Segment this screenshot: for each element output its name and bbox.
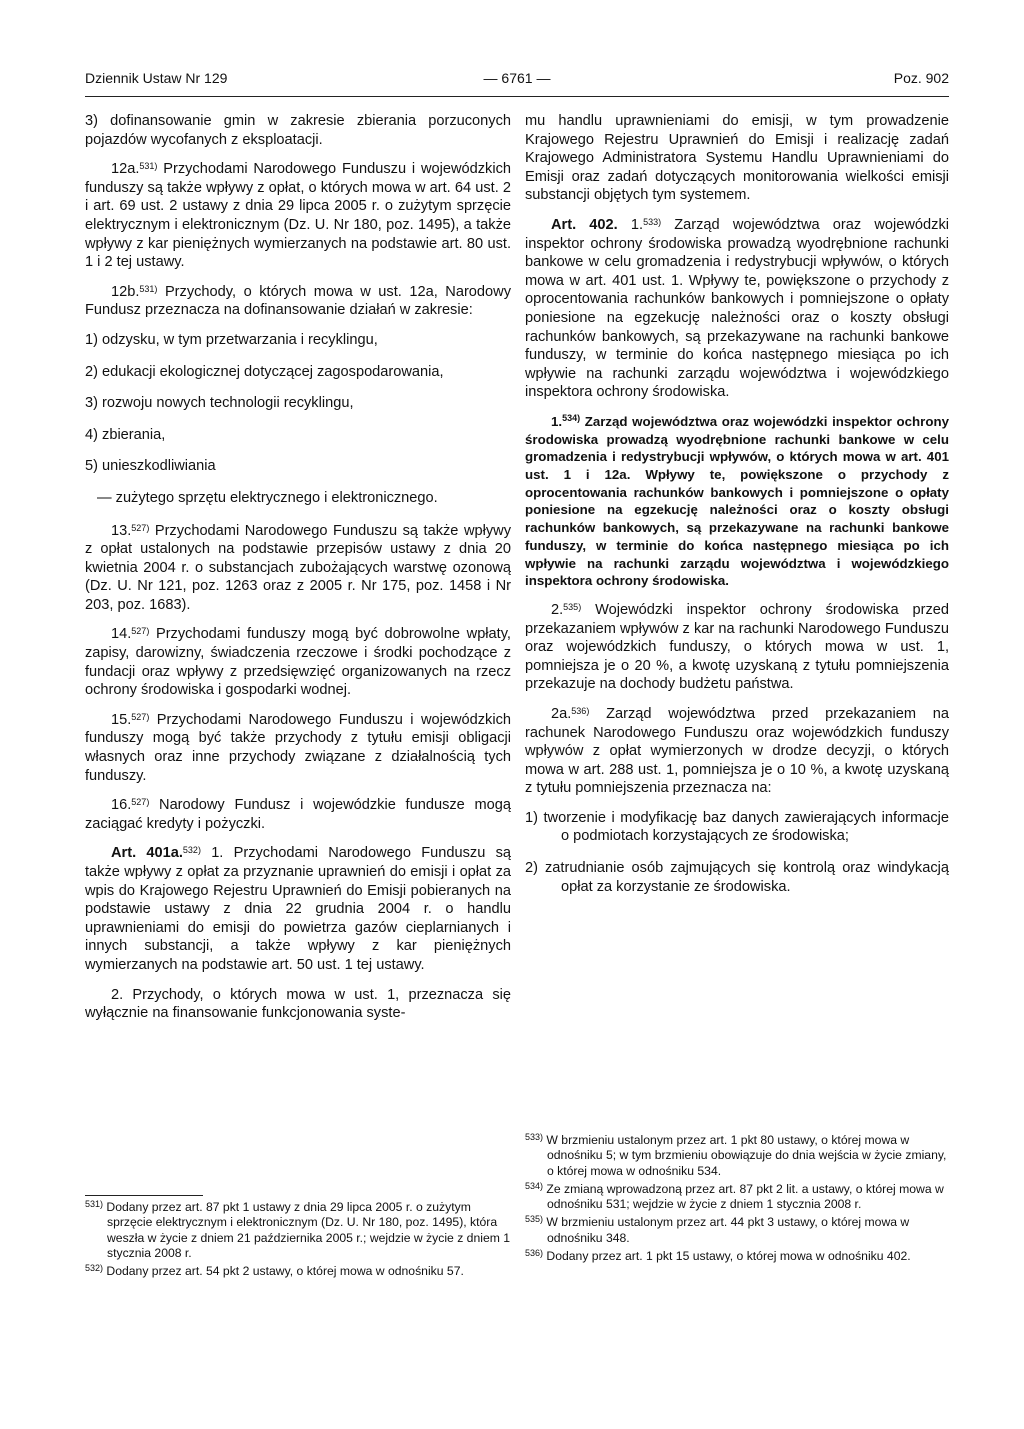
paragraph-12b: 12b.$^{531)}$ Przychody, o których mowa w ust. 12a, Narodowy Fundusz przeznacza na dofinansowanie działań w zakresie: xyxy=(85,283,511,319)
paragraph-continued: mu handlu uprawnieniami do emisji, w tym prowadzenie Krajowego Rejestru Uprawnień do Emisji i realizację zadań Krajowego Administratora Systemu Handlu Uprawnieniami do Emisji oraz zadań dotyczących monitorowania wielkości emisji substancji objętych tym systemem. xyxy=(525,113,949,204)
paragraph-401a-2: 2. Przychody, o których mowa w ust. 1, przeznacza się wyłącznie na finansowanie funkcjonowania syste- xyxy=(85,986,511,1022)
list-item: 4) zbierania, xyxy=(85,426,166,443)
article-label: Art. 402. xyxy=(551,216,618,233)
footnote: $^{536)}$ Dodany przez art. 1 pkt 15 ustawy, o której mowa w odnośniku 402. xyxy=(525,1248,911,1264)
footnote-ref: 535) xyxy=(563,601,582,612)
footnote-ref: 527) xyxy=(131,522,150,533)
footnote-ref: 527) xyxy=(131,626,150,637)
header-rule xyxy=(85,96,949,97)
footnote: $^{535)}$ W brzmieniu ustalonym przez art. 44 pkt 3 ustawy, o której mowa w odnośniku 348. xyxy=(525,1214,910,1245)
footnote-rule xyxy=(85,1195,203,1196)
paragraph-13: 13.$^{527)}$ Przychodami Narodowego Funduszu są także wpływy z opłat ustalonych na podstawie przepisów ustawy z dnia 20 kwietnia 2004 r. o substancjach zubożających warstwę ozonową (Dz. U. Nr 121, poz. 1263 oraz z 2005 r. Nr 175, poz. 1458 i Nr 203, poz. 1683). xyxy=(85,522,511,613)
left-column xyxy=(85,112,511,1034)
list-item: 3) rozwoju nowych technologii recyklingu, xyxy=(85,395,354,412)
page-number: — 6761 — xyxy=(483,70,551,86)
paragraph-15: 15.$^{527)}$ Przychodami Narodowego Funduszu i wojewódzkich funduszy mogą być także przychody z tytułu emisji obligacji własnych oraz inne przychody związane z działalnością tych funduszy. xyxy=(85,711,511,784)
paragraph-2: 2.$^{535)}$ Wojewódzki inspektor ochrony środowiska przed przekazaniem wpływów z kar na rachunki Narodowego Funduszu oraz wojewódzkich funduszy, o których mowa w ust. 1, pomniejsza je o 20 %, a kwotę uzyskaną z tytułu pomniejszenia przekazuje na dochody budżetu państwa. xyxy=(525,601,949,693)
article-402: Art. 402. 1.$^{533)}$ Zarząd województwa oraz wojewódzki inspektor ochrony środowiska prowadzą wyodrębnione rachunki bankowe w celu gromadzenia i redystrybucji wpływów, o których mowa w art. 401 ust. 1. Wpływy te, powiększone o przychody z oprocentowania rachunków bankowych i pomniejszone o opłaty poniesione na egzekucję należności oraz o koszty obsługi rachunków bankowych, są przekazywane na rachunki bankowe funduszy, w terminie do końca następnego miesiąca po ich wpływie na rachunki zarządu województwa i wojewódzkiego inspektora ochrony środowiska. xyxy=(525,216,949,401)
right-column xyxy=(525,112,949,909)
right-footnotes xyxy=(525,1133,949,1267)
list-item: 1) odzysku, w tym przetwarzania i recyklingu, xyxy=(85,331,378,348)
list-item: 2) edukacji ekologicznej dotyczącej zagospodarowania, xyxy=(85,363,444,380)
amended-paragraph-1: 1.$^{534)}$ Zarząd województwa oraz wojewódzki inspektor ochrony środowiska prowadzą wyodrębnione rachunki bankowe w celu gromadzenia i redystrybucji wpływów, o których mowa w art. 401 ust. 1 i 12a. Wpływy te, powiększone o przychody z oprocentowania rachunków bankowych i pomniejszone o opłaty poniesione na egzekucję należności oraz o koszty obsługi rachunków bankowych, są przekazywane na rachunki bankowe funduszy, w terminie do końca następnego miesiąca po ich wpływie na rachunki zarządu województwa i wojewódzkiego inspektora ochrony środowiska. xyxy=(525,412,949,589)
footnote: $^{534)}$ Ze zmianą wprowadzoną przez art. 87 pkt 2 lit. a ustawy, o której mowa w odnośniku 531; wejdzie w życie z dniem 1 stycznia 2008 r. xyxy=(525,1180,944,1212)
left-footnotes xyxy=(85,1200,511,1282)
list-item: 5) unieszkodliwiania xyxy=(85,458,216,475)
footnote-ref: 532) xyxy=(182,845,201,856)
footnote: $^{532)}$ Dodany przez art. 54 pkt 2 ustawy, o której mowa w odnośniku 57. xyxy=(85,1263,464,1279)
page-header xyxy=(85,68,949,94)
footnote-ref: 533) xyxy=(643,216,662,227)
paragraph-2a: 2a.$^{536)}$ Zarząd województwa przed przekazaniem na rachunek Narodowego Funduszu oraz wojewódzkich funduszy wpływów z opłat wymierzonych w drodze decyzji, o których mowa w art. 288 ust. 1, pomniejsza je o 10 %, a kwotę uzyskaną z tytułu pomniejszenia przeznacza na: xyxy=(525,705,949,797)
journal-title: Dziennik Ustaw Nr 129 xyxy=(85,70,228,86)
footnote-ref: 527) xyxy=(131,711,150,722)
list-item: 2) zatrudnianie osób zajmujących się kontrolą oraz windykacją opłat za korzystanie ze środowiska. xyxy=(525,860,949,895)
footnote-ref: 534) xyxy=(562,412,581,423)
footnote: $^{531)}$ Dodany przez art. 87 pkt 1 ustawy z dnia 29 lipca 2005 r. o zużytym sprzęcie elektrycznym i elektronicznym (Dz. U. Nr 180, poz. 1495), która weszła w życie z dniem 21 października 2005 r.; wejdzie w życie z dniem 1 stycznia 2008 r. xyxy=(85,1199,511,1260)
dash-line: — zużytego sprzętu elektrycznego i elektronicznego. xyxy=(97,489,438,506)
footnote-ref: 527) xyxy=(131,797,150,808)
article-401a: Art. 401a.$^{532)}$ 1. Przychodami Narodowego Funduszu są także wpływy z opłat za przyznanie uprawnień do emisji i opłat za wpis do Krajowego Rejestru Uprawnień do Emisji pobieranych na podstawie ustawy z dnia 22 grudnia 2004 r. o handlu uprawnieniami do emisji do powietrza gazów cieplarnianych i innych substancji, a także wpływy z kar pieniężnych wymierzanych na podstawie art. 50 ust. 1 tej ustawy. xyxy=(85,845,511,973)
footnote: $^{533)}$ W brzmieniu ustalonym przez art. 1 pkt 80 ustawy, o której mowa w odnośniku 5; w tym brzmieniu obowiązuje do dnia wejścia w życie zmiany, o której mowa w odnośniku 534. xyxy=(525,1132,947,1178)
footnote-ref: 531) xyxy=(139,283,158,294)
paragraph-14: 14.$^{527)}$ Przychodami funduszy mogą być dobrowolne wpłaty, zapisy, darowizny, świadczenia rzeczowe i środki pochodzące z fundacji oraz wpływy z przedsięwzięć organizowanych na rzecz ochrony środowiska i gospodarki wodnej. xyxy=(85,626,511,699)
position-number: Poz. 902 xyxy=(893,70,949,86)
list-item: 1) tworzenie i modyfikację baz danych zawierających informacje o podmiotach korzystających ze środowiska; xyxy=(525,809,949,845)
footnote-ref: 531) xyxy=(139,161,158,172)
paragraph-16: 16.$^{527)}$ Narodowy Fundusz i wojewódzkie fundusze mogą zaciągać kredyty i pożyczki. xyxy=(85,797,511,832)
paragraph-12a: 12a.$^{531)}$ Przychodami Narodowego Funduszu i wojewódzkich funduszy są także wpływy z opłat, o których mowa w art. 64 ust. 2 i art. 69 ust. 2 ustawy z dnia 29 lipca 2005 r. o zużytym sprzęcie elektrycznym i elektronicznym (Dz. U. Nr 180, poz. 1495), a także wpływy z kar pieniężnych wymierzanych na podstawie art. 80 ust. 1 i 2 tej ustawy. xyxy=(85,161,511,271)
article-label: Art. 401a. xyxy=(111,845,183,862)
paragraph-3: 3) dofinansowanie gmin w zakresie zbierania porzuconych pojazdów wycofanych z eksploatacji. xyxy=(85,113,511,148)
footnote-ref: 536) xyxy=(571,705,590,716)
